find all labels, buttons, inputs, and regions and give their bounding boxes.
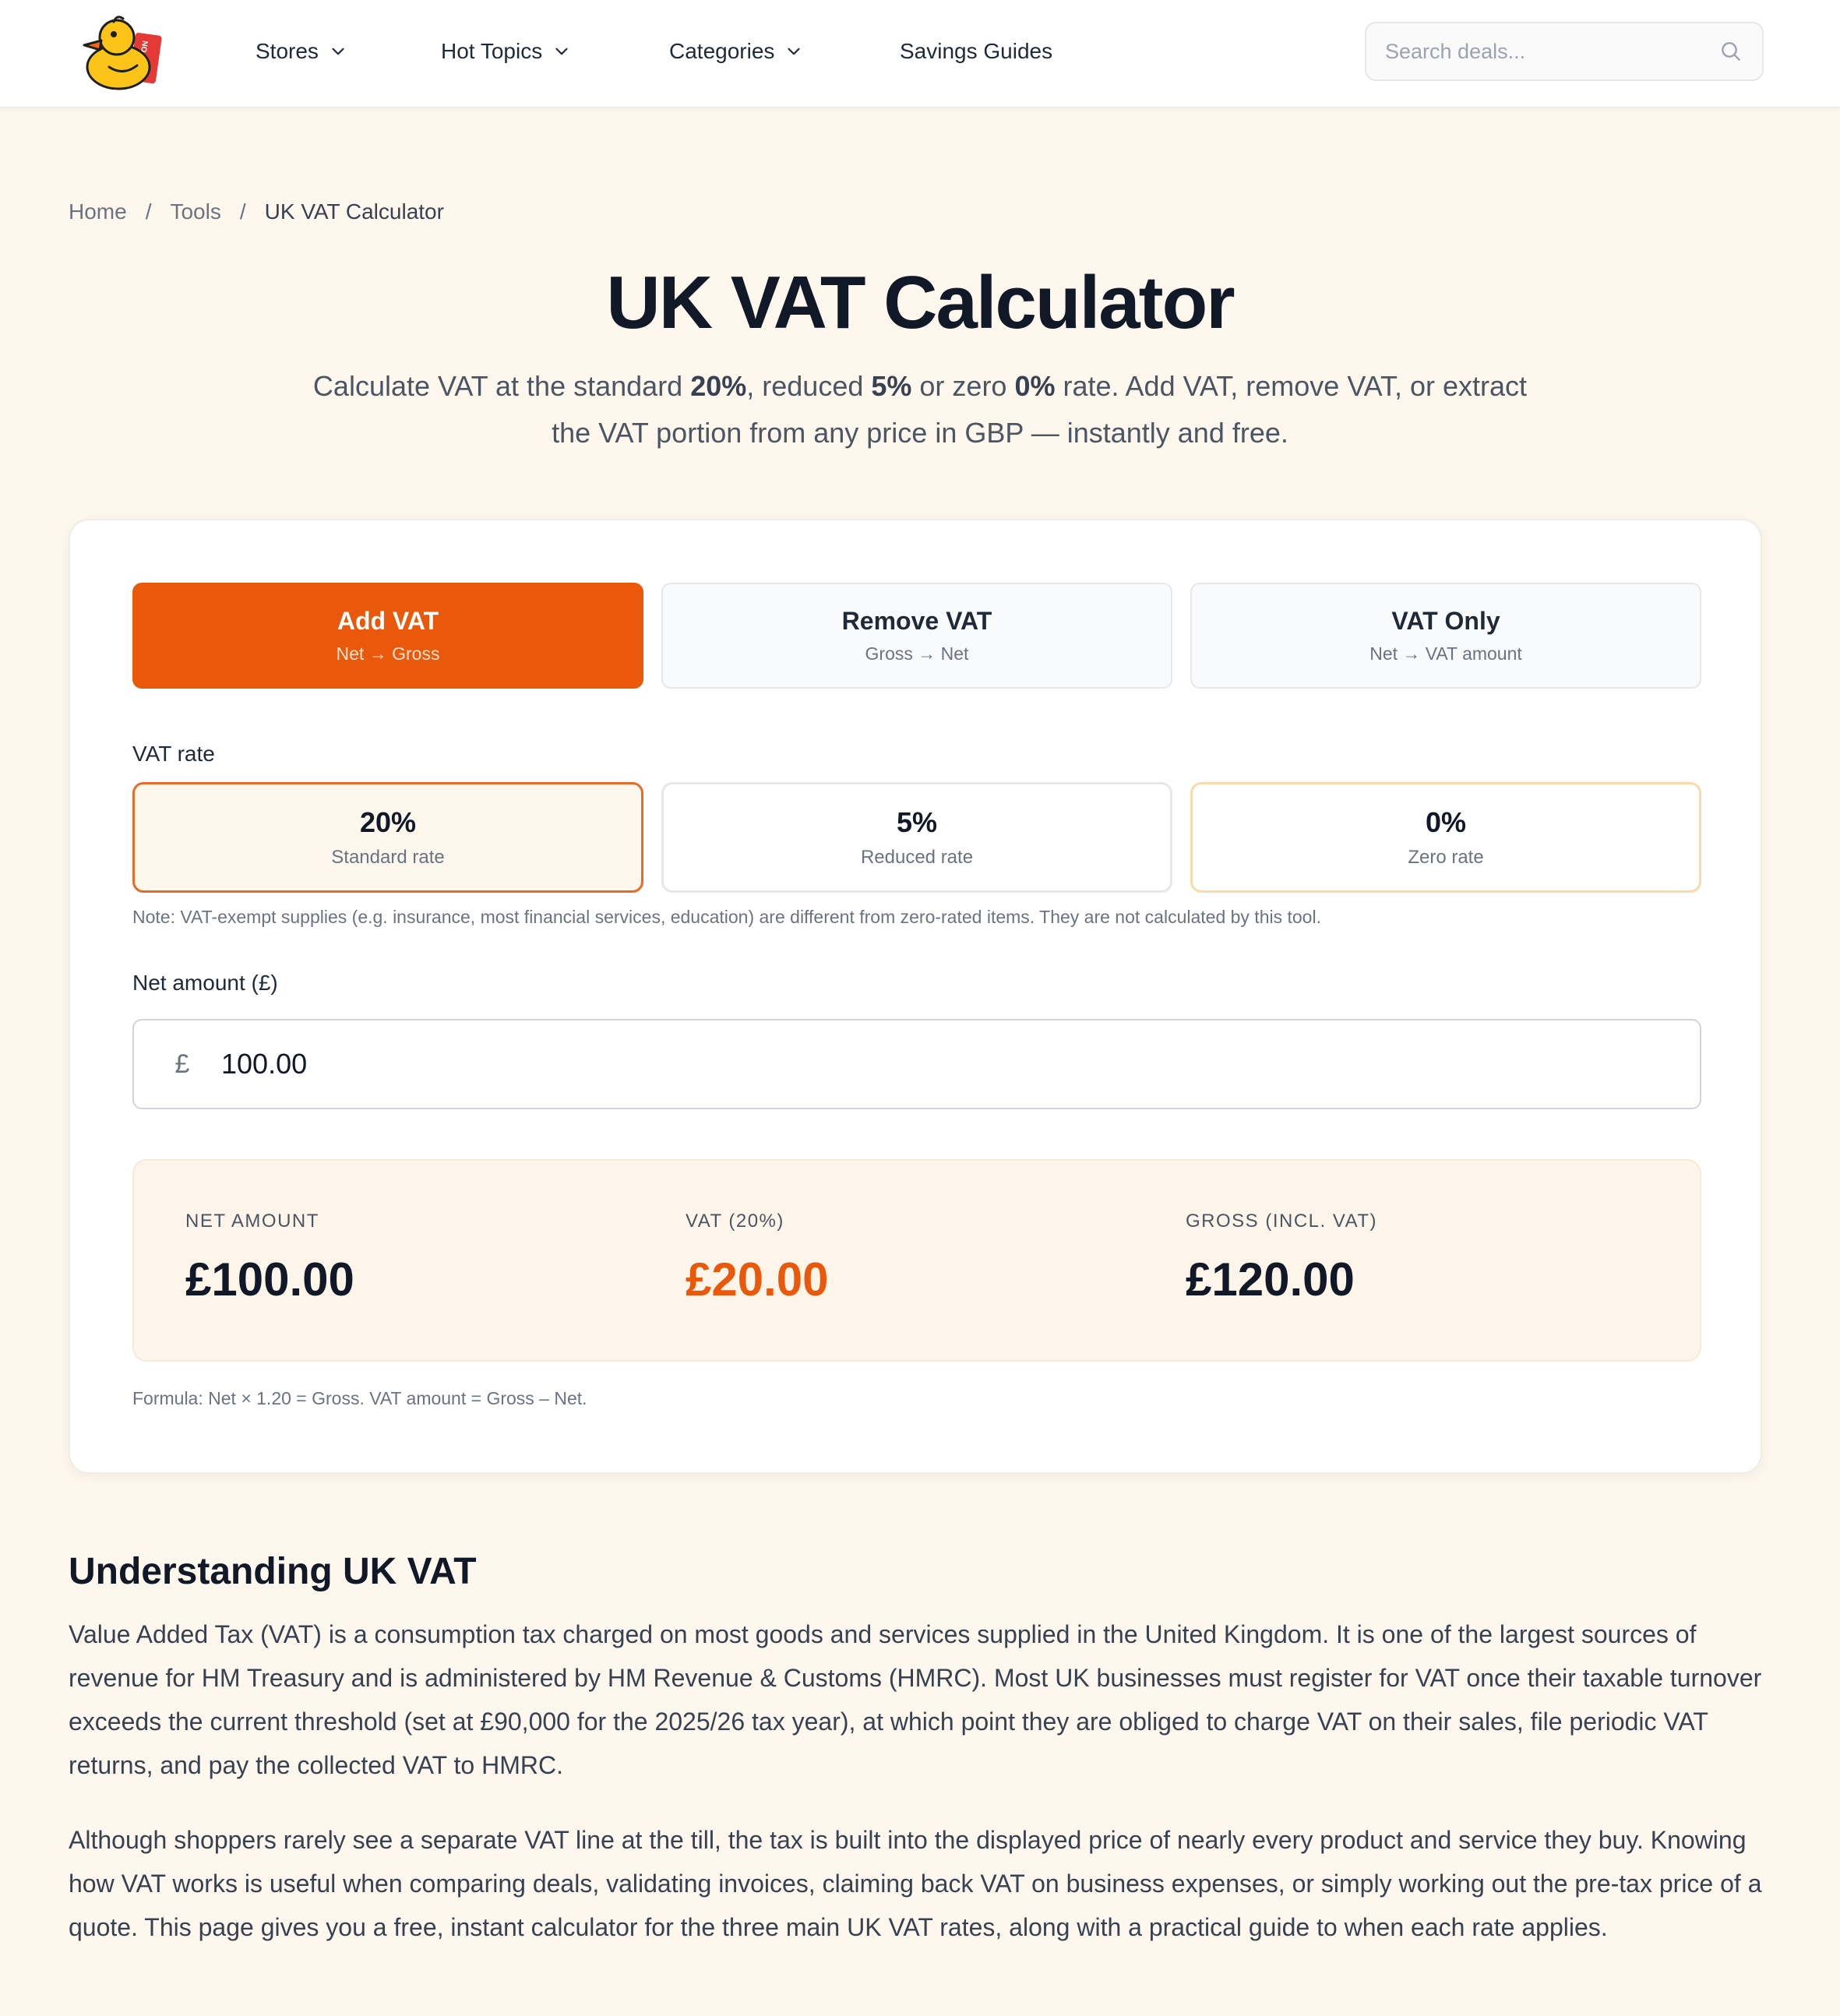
result-net — [185, 1211, 354, 1306]
breadcrumb-tools[interactable]: Tools — [170, 199, 221, 224]
site-header — [0, 0, 1840, 108]
subtitle-text: , reduced — [746, 370, 872, 402]
vat-calculator-card — [69, 519, 1762, 1474]
nav-categories[interactable] — [669, 36, 804, 67]
mode-title: Add VAT — [337, 607, 439, 635]
mode-subtitle: Net → Gross — [336, 643, 440, 664]
vat-exempt-note: Note: VAT-exempt supplies (e.g. insurance, most financial services, education) are different from zero-rated items. They are not calculated by this tool. — [132, 907, 1321, 927]
search-input[interactable] — [1385, 40, 1718, 64]
result-vat-value: £20.00 — [686, 1253, 829, 1306]
breadcrumb-separator: / — [145, 199, 152, 224]
amount-field — [132, 1019, 1701, 1109]
article-paragraph: Value Added Tax (VAT) is a consumption tax charged on most goods and services supplied in the United Kingdom. It is one of the largest sources of revenue for HM Treasury and is administered by HM Revenue & Customs (HMRC). Most UK businesses must register for VAT once their taxable turnover exceeds the current threshold (set at £90,000 for the 2025/26 tax year), at which point they are obliged to charge VAT on their sales, file periodic VAT returns, and pay the collected VAT to HMRC. — [69, 1620, 1762, 1779]
amount-label: Net amount (£) — [132, 971, 278, 995]
chevron-down-icon — [552, 41, 572, 62]
rate-description: Reduced rate — [860, 847, 974, 868]
article-paragraph: Although shoppers rarely see a separate VAT line at the till, the tax is built into the displayed price of nearly every product and service they buy. Knowing how VAT works is useful when comparing deals, validating invoices, claiming back VAT on business expenses, or simply working out the pre-tax price of a quote. This page gives you a free, instant calculator for the three main UK VAT rates, along with a practical guide to when each rate applies. — [69, 1826, 1762, 1941]
search-icon[interactable] — [1718, 39, 1743, 64]
result-gross-value: £120.00 — [1186, 1253, 1355, 1306]
rate-standard-button[interactable] — [132, 782, 643, 893]
mode-subtitle: Gross → Net — [865, 643, 969, 664]
nav-hot-topics[interactable] — [441, 36, 572, 67]
page-subtitle — [296, 363, 1544, 456]
rate-zero-button[interactable] — [1190, 782, 1701, 893]
subtitle-text: Calculate VAT at the standard — [312, 370, 691, 402]
nav-hot-topics-label: Hot Topics — [441, 39, 543, 63]
subtitle-text: rate. Add VAT, remove VAT, or extract the VAT portion from any price in GBP — instantly and free. — [552, 370, 1528, 449]
subtitle-text: or zero — [911, 370, 1015, 402]
result-vat — [686, 1211, 829, 1306]
rate-value: 20% — [359, 806, 417, 838]
subtitle-reduced-rate: 5% — [871, 370, 912, 402]
subtitle-standard-rate: 20% — [690, 370, 747, 402]
chevron-down-icon — [328, 41, 348, 62]
mode-title: VAT Only — [1391, 607, 1500, 635]
mode-add-vat-button[interactable] — [132, 583, 643, 689]
rate-reduced-button[interactable] — [661, 782, 1172, 893]
rate-value: 5% — [896, 806, 938, 838]
result-vat-label: VAT (20%) — [686, 1211, 784, 1232]
nav-savings-guides[interactable] — [900, 36, 1052, 67]
mode-remove-vat-button[interactable] — [661, 583, 1172, 689]
breadcrumb-home[interactable]: Home — [69, 199, 127, 224]
duck-logo-icon[interactable] — [78, 11, 165, 92]
mode-subtitle: Net → VAT amount — [1369, 643, 1522, 664]
vat-rate-label: VAT rate — [132, 742, 215, 766]
result-net-label: NET AMOUNT — [185, 1211, 319, 1232]
net-amount-input[interactable] — [221, 1048, 1700, 1080]
results-panel — [132, 1159, 1701, 1362]
search-box — [1365, 22, 1764, 81]
nav-categories-label: Categories — [669, 39, 775, 63]
mode-title: Remove VAT — [841, 607, 992, 635]
result-gross — [1186, 1211, 1377, 1306]
breadcrumb-separator: / — [239, 199, 246, 224]
nav-stores[interactable] — [256, 36, 348, 67]
subtitle-zero-rate: 0% — [1014, 370, 1056, 402]
mode-vat-only-button[interactable] — [1190, 583, 1701, 689]
formula-text: Formula: Net × 1.20 = Gross. VAT amount = Gross – Net. — [132, 1388, 587, 1408]
page-title: UK VAT Calculator — [606, 261, 1234, 344]
nav-savings-guides-label: Savings Guides — [900, 39, 1053, 63]
currency-symbol: £ — [174, 1049, 190, 1079]
breadcrumb — [69, 196, 444, 227]
result-net-value: £100.00 — [185, 1253, 354, 1306]
rate-value: 0% — [1425, 806, 1467, 838]
breadcrumb-current: UK VAT Calculator — [264, 199, 444, 224]
section-heading: Understanding UK VAT — [69, 1551, 477, 1592]
rate-description: Standard rate — [331, 847, 445, 868]
chevron-down-icon — [784, 41, 804, 62]
nav-stores-label: Stores — [256, 39, 319, 63]
result-gross-label: GROSS (INCL. VAT) — [1186, 1211, 1377, 1232]
rate-description: Zero rate — [1408, 847, 1484, 868]
